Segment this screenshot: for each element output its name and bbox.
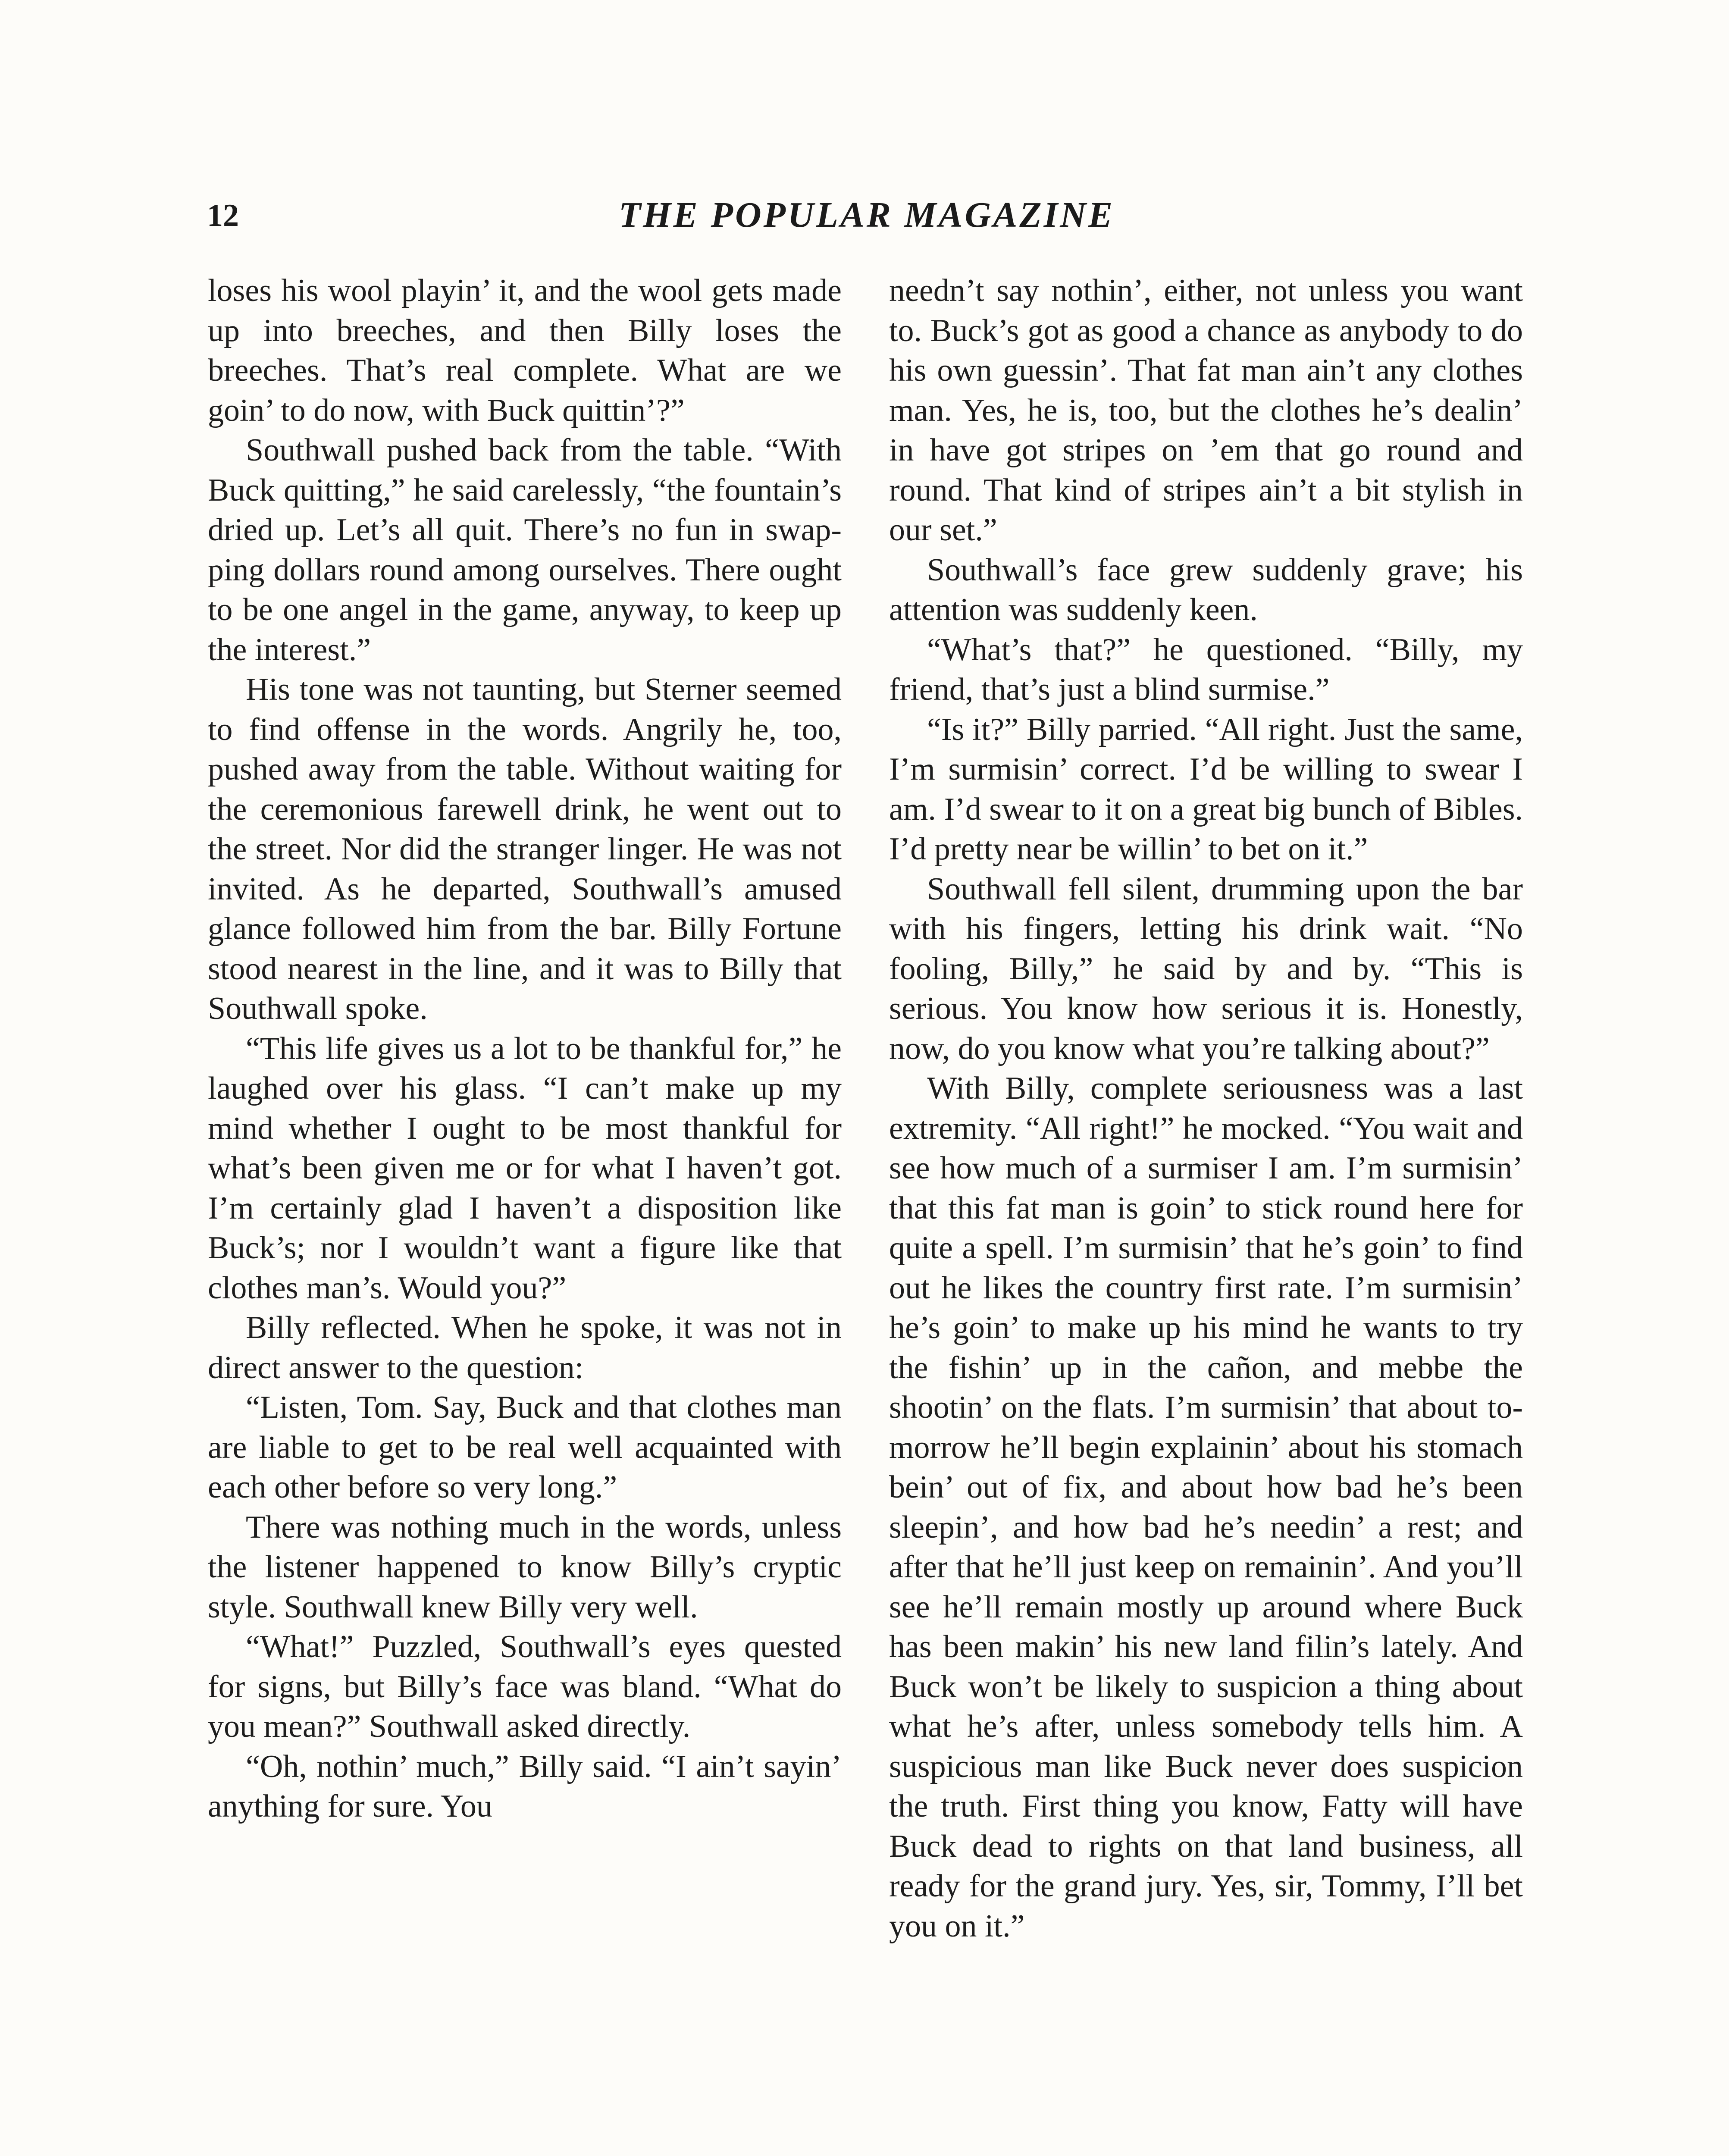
paragraph: Southwall fell silent, drumming upon the bar with his fingers, letting his drink wait. “No fooling, Billy,” he said by and by. “This is serious. You know how serious it is. Honestly, now, do you know what you’re talking about?” xyxy=(889,871,1523,1066)
paragraph: With Billy, complete seriousness was a last extremity. “All right!” he mocked. “You wait and see how much of a surmiser I am. I’m surmisin’ that this fat man is goin’ to stick round here for quite a spell. I’m surmisin’ that he’s goin’ to find out he likes the country first rate. I’m surmisin’ he’s goin’ to make up his mind he wants to try the fishin’ up in the cañon, and mebbe the shootin’ on the flats. I’m surmisin’ that about to-morrow he’ll begin explainin’ about his stomach bein’ out of fix, and about how bad he’s been sleepin’, and how bad he’s needin’ a rest; and after that he’ll just keep on remainin’. And you’ll see he’ll remain mostly up around where Buck has been makin’ his new land filin’s lately. And Buck won’t be likely to suspicion a thing about what he’s after, unless somebody tells him. A suspicious man like Buck never does suspicion the truth. First thing you know, Fatty will have Buck dead to rights on that land business, all ready for the grand jury. Yes, sir, Tommy, I’ll bet you on it.” xyxy=(889,1071,1523,1944)
paragraph: “Listen, Tom. Say, Buck and that clothes man are liable to get to be real well acquainted with each other before so very long.” xyxy=(208,1390,842,1505)
paragraph: Southwall pushed back from the table. “With Buck quitting,” he said carelessly, “the fountain’s dried up. Let’s all quit. There’s no fun in swapping dollars round among ourselves. There ought to be one angel in the game, anyway, to keep up the interest.” xyxy=(208,432,842,667)
paragraph: loses his wool playin’ it, and the wool gets made up into breeches, and then Billy loses the breeches. That’s real complete. What are we goin’ to do now, with Buck quittin’?” xyxy=(208,273,842,428)
paragraph: Southwall’s face grew suddenly grave; his attention was suddenly keen. xyxy=(889,552,1523,627)
paragraph: “What’s that?” he questioned. “Billy, my friend, that’s just a blind surmise.” xyxy=(889,632,1523,707)
right-text-column xyxy=(889,271,1523,1946)
paragraph: “Oh, nothin’ much,” Billy said. “I ain’t sayin’ anything for sure. You xyxy=(208,1749,842,1824)
paragraph: There was nothing much in the words, unless the listener happened to know Billy’s cryptic style. Southwall knew Billy very well. xyxy=(208,1509,842,1625)
paragraph: His tone was not taunting, but Sterner seemed to find offense in the words. Angrily he, too, pushed away from the table. Without waiting for the ceremonious farewell drink, he went out to the street. Nor did the stranger linger. He was not invited. As he departed, Southwall’s amused glance followed him from the bar. Billy Fortune stood nearest in the line, and it was to Billy that Southwall spoke. xyxy=(208,672,842,1026)
left-text-column xyxy=(208,271,842,1827)
paragraph: “Is it?” Billy parried. “All right. Just the same, I’m surmisin’ correct. I’d be willing to swear I am. I’d swear to it on a great big bunch of Bibles. I’d pretty near be willin’ to bet on it.” xyxy=(889,711,1523,867)
paragraph: Billy reflected. When he spoke, it was not in direct answer to the question: xyxy=(208,1310,842,1385)
page-number: 12 xyxy=(207,198,239,233)
paragraph: “What!” Puzzled, Southwall’s eyes quested for signs, but Billy’s face was bland. “What do you mean?” Southwall asked directly. xyxy=(208,1629,842,1744)
paragraph: “This life gives us a lot to be thankful for,” he laughed over his glass. “I can’t make up my mind whether I ought to be most thankful for what’s been given me or for what I haven’t got. I’m certainly glad I haven’t a disposition like Buck’s; nor I wouldn’t want a figure like that clothes man’s. Would you?” xyxy=(208,1031,842,1306)
page-header xyxy=(207,194,1526,246)
paragraph: needn’t say nothin’, either, not unless you want to. Buck’s got as good a chance as anybody to do his own guessin’. That fat man ain’t any clothes man. Yes, he is, too, but the clothes he’s dealin’ in have got stripes on ’em that go round and round. That kind of stripes ain’t a bit stylish in our set.” xyxy=(889,273,1523,548)
running-title: THE POPULAR MAGAZINE xyxy=(618,195,1115,235)
